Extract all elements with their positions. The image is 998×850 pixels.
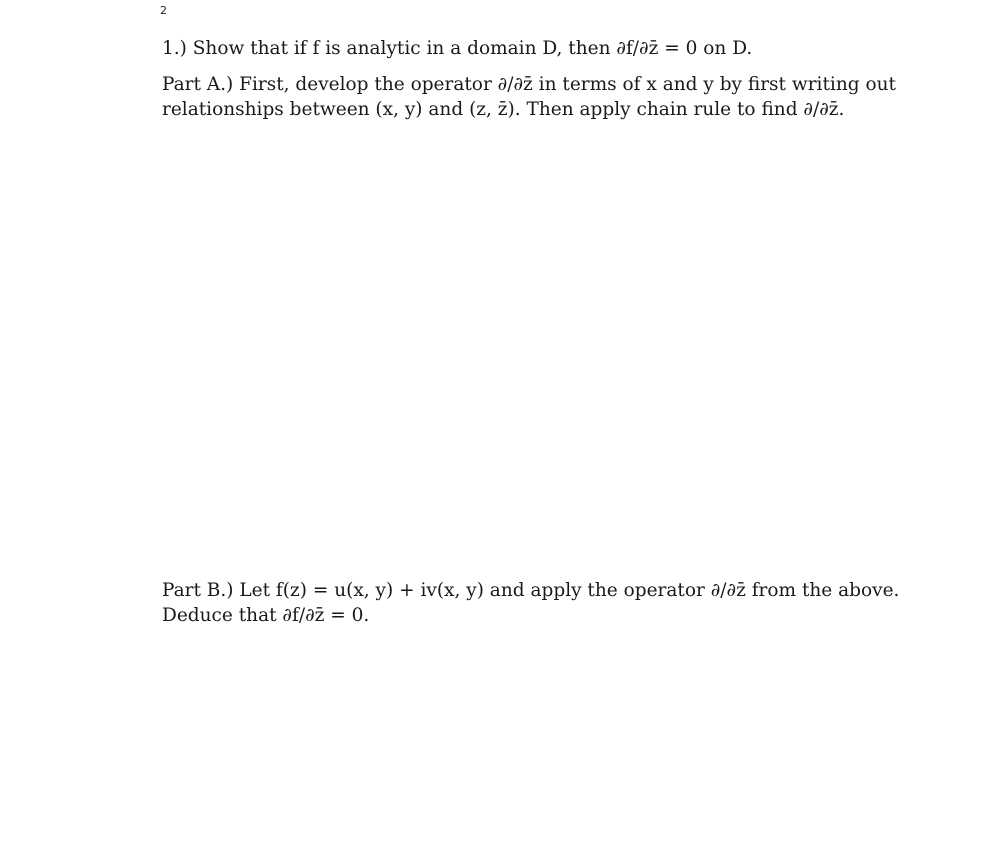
question-statement [162,36,878,61]
page-number: 2 [160,4,167,17]
question-line-1: 1.) Show that if f is analytic in a domain D, then ∂f/∂z̄ = 0 on D. [162,38,753,59]
part-a-paragraph [162,72,896,122]
part-a-line-1: Part A.) First, develop the operator ∂/∂z̄ in terms of x and y by first writing out [162,74,896,95]
part-b-paragraph [162,578,900,628]
part-a-line-2: relationships between (x, y) and (z, z̄). Then apply chain rule to find ∂/∂z̄. [162,99,845,120]
part-b-line-2: Deduce that ∂f/∂z̄ = 0. [162,605,370,626]
part-b-line-1: Part B.) Let f(z) = u(x, y) + iv(x, y) and apply the operator ∂/∂z̄ from the above. [162,580,900,601]
